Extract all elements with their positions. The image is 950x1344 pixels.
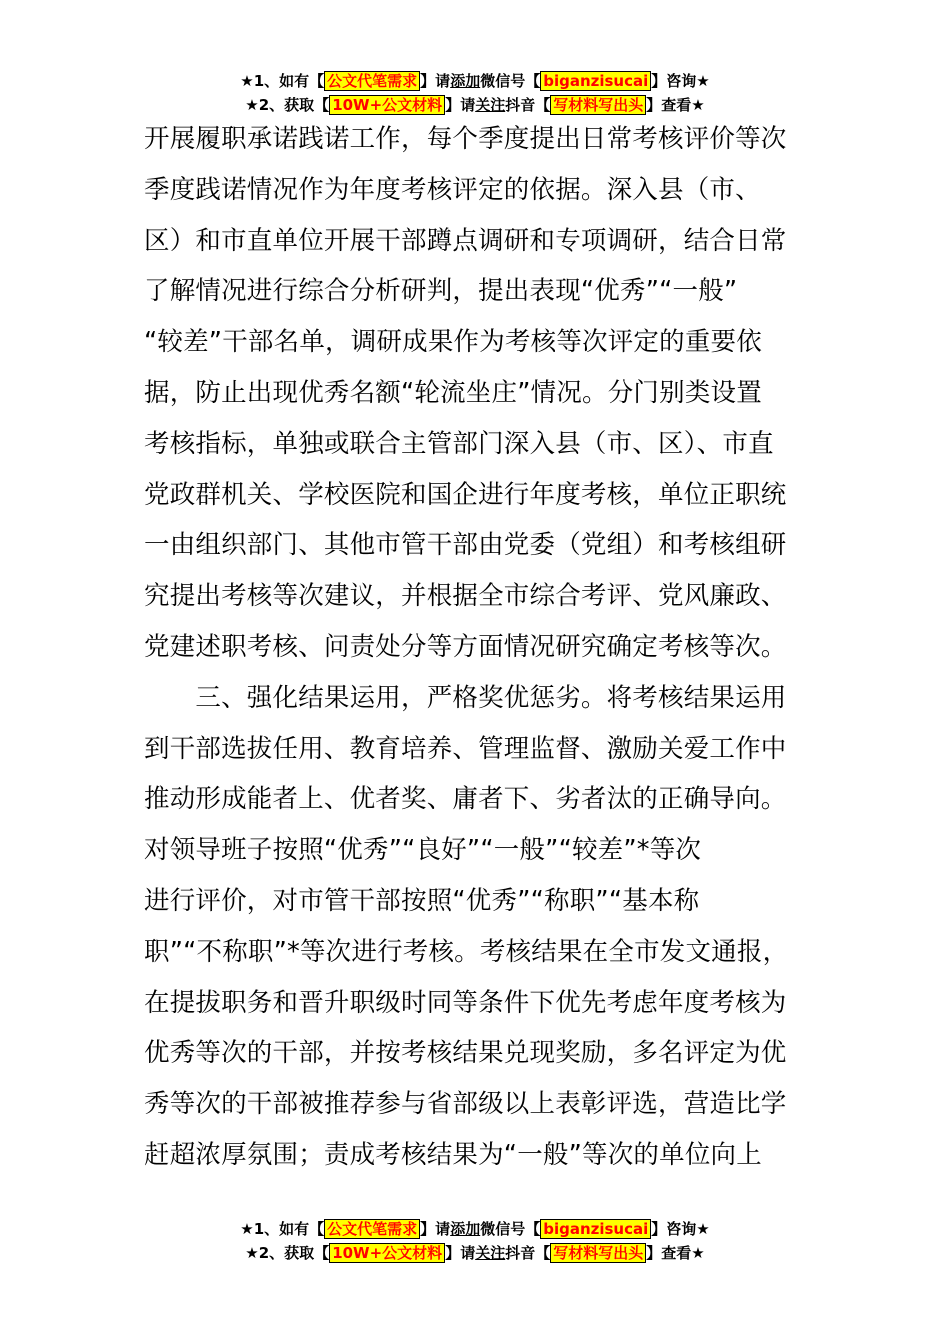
footer-line-1 (0, 1218, 950, 1242)
body-line: 党建述职考核、问责处分等方面情况研究确定考核等次。 (144, 631, 787, 662)
body-line: 进行评价，对市管干部按照“优秀”“称职”“基本称 (144, 885, 700, 916)
footer-line-1-highlight-wechat: biganzisucai (540, 1219, 651, 1239)
body-line: 党政群机关、学校医院和国企进行年度考核，单位正职统 (144, 479, 787, 510)
body-line: 考核指标，单独或联合主管部门深入县（市、区）、市直 (144, 428, 774, 459)
banner-line-1 (0, 70, 950, 94)
body-line: 优秀等次的干部，并按考核结果兑现奖励，多名评定为优 (144, 1038, 787, 1069)
banner-line-1-mid2: 微信号【 (480, 72, 541, 90)
footer-line-2-highlight-douyin: 写材料写出头 (550, 1243, 646, 1263)
body-line: 推动形成能者上、优者奖、庸者下、劣者汰的正确导向。 (144, 784, 787, 815)
banner-line-2-highlight-materials: 10W+公文材料 (329, 95, 445, 115)
header-banner (0, 70, 950, 118)
footer-line-2-suffix: 】查看★ (646, 1244, 705, 1262)
banner-line-1-prefix: ★1、如有【 (240, 72, 325, 90)
footer-line-2-emphasis: 关注 (475, 1244, 506, 1262)
banner-line-1-highlight-service: 公文代笔需求 (324, 71, 420, 91)
banner-line-2-highlight-douyin: 写材料写出头 (550, 95, 646, 115)
body-line: 职”“不称职”*等次进行考核。考核结果在全市发文通报， (144, 936, 789, 967)
banner-line-2-prefix: ★2、获取【 (245, 96, 330, 114)
body-line: 究提出考核等次建议，并根据全市综合考评、党风廉政、 (144, 581, 787, 612)
banner-line-1-highlight-wechat: biganzisucai (540, 71, 651, 91)
footer-line-2-prefix: ★2、获取【 (245, 1244, 330, 1262)
footer-banner (0, 1218, 950, 1266)
footer-line-1-emphasis: 添加 (450, 1220, 481, 1238)
footer-line-1-suffix: 】咨询★ (651, 1220, 710, 1238)
body-line: 了解情况进行综合分析研判，提出表现“优秀”“一般” (144, 276, 738, 307)
body-line: 赶超浓厚氛围；责成考核结果为“一般”等次的单位向上 (144, 1139, 762, 1170)
footer-line-1-prefix: ★1、如有【 (240, 1220, 325, 1238)
banner-line-2-suffix: 】查看★ (646, 96, 705, 114)
footer-line-2-mid: 】请 (445, 1244, 476, 1262)
body-line: 在提拔职务和晋升职级时同等条件下优先考虑年度考核为 (144, 987, 787, 1018)
body-line: 区）和市直单位开展干部蹲点调研和专项调研，结合日常 (144, 225, 787, 256)
banner-line-2-mid: 】请 (445, 96, 476, 114)
banner-line-1-mid: 】请 (420, 72, 451, 90)
body-line: 开展履职承诺践诺工作，每个季度提出日常考核评价等次 (144, 124, 787, 154)
footer-line-2-highlight-materials: 10W+公文材料 (329, 1243, 445, 1263)
body-line: 一由组织部门、其他市管干部由党委（党组）和考核组研 (144, 530, 787, 561)
footer-line-2-mid2: 抖音【 (505, 1244, 551, 1262)
body-line: “较差”干部名单，调研成果作为考核等次评定的重要依 (144, 327, 762, 358)
footer-line-1-highlight-service: 公文代笔需求 (324, 1219, 420, 1239)
body-line: 秀等次的干部被推荐参与省部级以上表彰评选，营造比学 (144, 1089, 787, 1120)
banner-line-1-emphasis: 添加 (450, 72, 481, 90)
footer-line-1-mid: 】请 (420, 1220, 451, 1238)
body-line: 对领导班子按照“优秀”“良好”“一般”“较差”*等次 (144, 835, 702, 866)
footer-line-2 (0, 1242, 950, 1266)
body-line: 季度践诺情况作为年度考核评定的依据。深入县（市、 (144, 174, 761, 205)
body-line: 据，防止出现优秀名额“轮流坐庄”情况。分门别类设置 (144, 377, 762, 408)
document-body (144, 114, 834, 1181)
section-heading-line: 三、强化结果运用，严格奖优惩劣。将考核结果运用 (144, 682, 787, 713)
banner-line-2-mid2: 抖音【 (505, 96, 551, 114)
banner-line-2-emphasis: 关注 (475, 96, 506, 114)
banner-line-1-suffix: 】咨询★ (651, 72, 710, 90)
footer-line-1-mid2: 微信号【 (480, 1220, 541, 1238)
body-line: 到干部选拔任用、教育培养、管理监督、激励关爱工作中 (144, 733, 787, 764)
